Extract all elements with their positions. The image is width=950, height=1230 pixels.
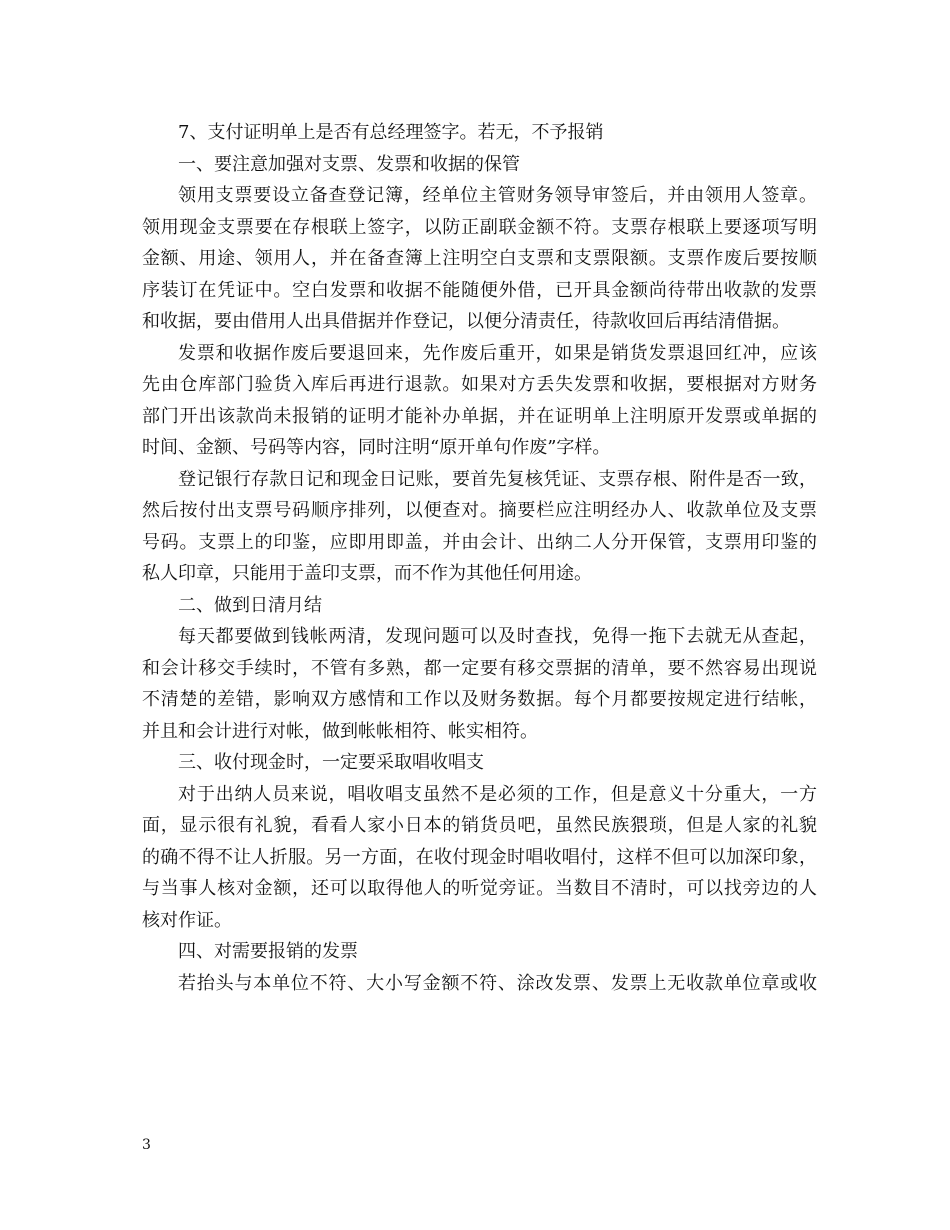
paragraph-line: 不清楚的差错，影响双方感情和工作以及财务数据。每个月都要按规定进行结帐， <box>142 689 817 710</box>
paragraph-line: 领用现金支票要在存根联上签字，以防正副联金额不符。支票存根联上要逐项写明 <box>142 216 817 238</box>
paragraph-line: 核对作证。 <box>142 909 232 931</box>
paragraph-line: 若抬头与本单位不符、大小写金额不符、涂改发票、发票上无收款单位章或收 <box>178 972 817 994</box>
section-heading: 二、做到日清月结 <box>178 594 322 616</box>
paragraph-line: 对于出纳人员来说，唱收唱支虽然不是必须的工作，但是意义十分重大，一方 <box>178 783 817 805</box>
paragraph-line: 时间、金额、号码等内容，同时注明“原开单句作废”字样。 <box>142 437 611 458</box>
paragraph-line: 先由仓库部门验货入库后再进行退款。如果对方丢失发票和收据，要根据对方财务 <box>142 374 817 395</box>
paragraph-line: 号码。支票上的印鉴，应即用即盖，并由会计、出纳二人分开保管，支票用印鉴的 <box>142 531 817 553</box>
document-body <box>142 117 817 999</box>
section-heading: 三、收付现金时，一定要采取唱收唱支 <box>178 752 484 773</box>
paragraph-line: 的确不得不让人折服。另一方面，在收付现金时唱收唱付，这样不但可以加深印象， <box>142 846 817 868</box>
paragraph-line: 与当事人核对金额，还可以取得他人的听觉旁证。当数目不清时，可以找旁边的人 <box>142 878 817 899</box>
paragraph-line: 领用支票要设立备查登记簿，经单位主管财务领导审签后，并由领用人签章。 <box>178 185 817 206</box>
paragraph-line: 和会计移交手续时，不管有多熟，都一定要有移交票据的清单，要不然容易出现说 <box>142 657 817 679</box>
page-number: 3 <box>142 1137 151 1153</box>
paragraph-line: 序装订在凭证中。空白发票和收据不能随便外借，已开具金额尚待带出收款的发票 <box>142 279 817 301</box>
paragraph-line: 然后按付出支票号码顺序排列，以便查对。摘要栏应注明经办人、收款单位及支票 <box>142 500 817 521</box>
section-heading: 四、对需要报销的发票 <box>178 941 358 962</box>
paragraph-line: 发票和收据作废后要退回来，先作废后重开，如果是销货发票退回红冲，应该 <box>178 342 817 364</box>
paragraph-line: 金额、用途、领用人，并在备查簿上注明空白支票和支票限额。支票作废后要按顺 <box>142 248 817 269</box>
paragraph-line: 私人印章，只能用于盖印支票，而不作为其他任何用途。 <box>142 563 592 584</box>
section-heading: 一、要注意加强对支票、发票和收据的保管 <box>178 153 520 175</box>
paragraph-line: 并且和会计进行对帐，做到帐帐相符、帐实相符。 <box>142 720 538 742</box>
paragraph-line: 每天都要做到钱帐两清，发现问题可以及时查找，免得一拖下去就无从查起， <box>178 626 817 647</box>
paragraph-line: 和收据，要由借用人出具借据并作登记，以便分清责任，待款收回后再结清借据。 <box>142 311 790 332</box>
paragraph-line: 7、支付证明单上是否有总经理签字。若无，不予报销 <box>178 122 604 143</box>
paragraph-line: 部门开出该款尚未报销的证明才能补办单据，并在证明单上注明原开发票或单据的 <box>142 405 817 427</box>
paragraph-line: 登记银行存款日记和现金日记账，要首先复核凭证、支票存根、附件是否一致， <box>178 468 817 490</box>
paragraph-line: 面，显示很有礼貌，看看人家小日本的销货员吧，虽然民族猥琐，但是人家的礼貌 <box>142 815 817 836</box>
